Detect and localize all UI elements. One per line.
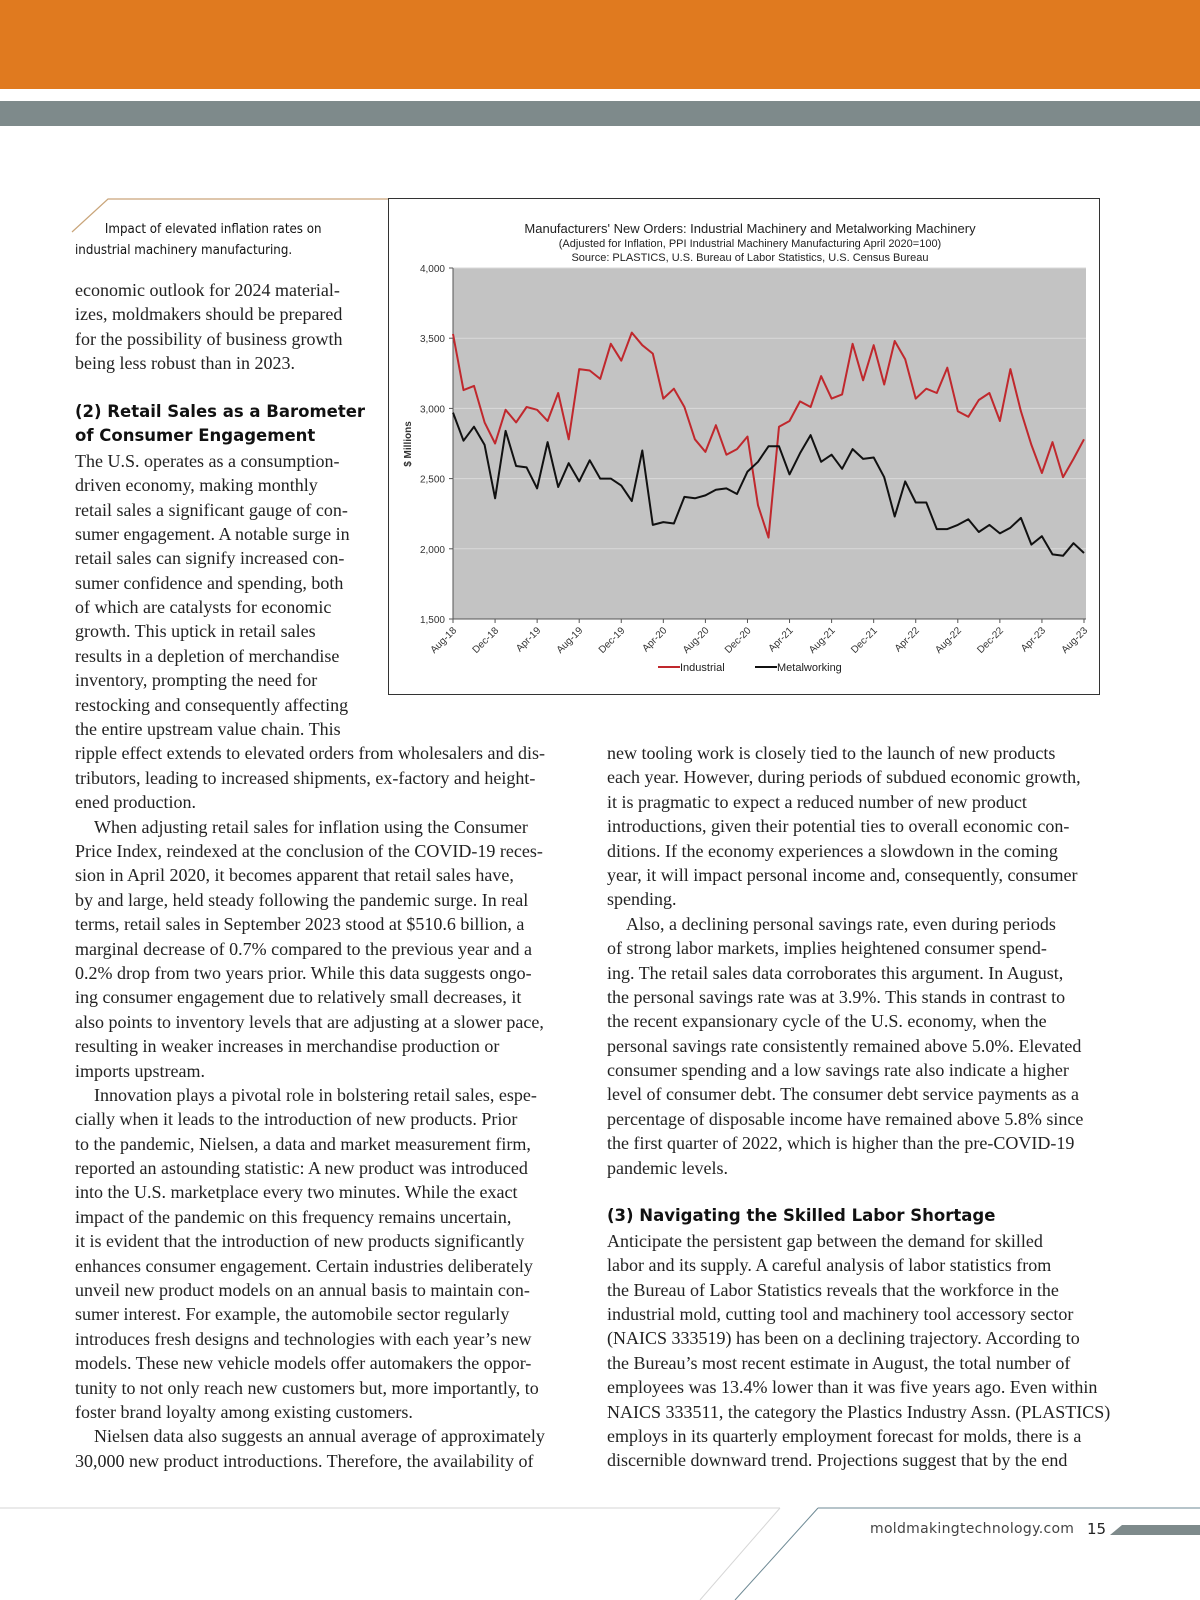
paragraph — [75, 1424, 545, 1473]
x-tick-label: Dec-20 — [723, 625, 754, 656]
x-tick-label: Dec-22 — [975, 625, 1006, 656]
paragraph — [75, 278, 545, 376]
text-line: sumer engagement. A notable surge in — [75, 523, 350, 544]
paragraph — [607, 912, 1110, 1180]
x-tick-label: Apr-19 — [514, 625, 544, 655]
text-line: industrial mold, cutting tool and machinery tool accessory sector — [607, 1303, 1074, 1324]
text-line: results in a depletion of merchandise — [75, 645, 340, 666]
chart-subtitle: (Adjusted for Inflation, PPI Industrial Machinery Manufacturing April 2020=100) — [558, 238, 942, 250]
text-line: the personal savings rate was at 3.9%. This stands in contrast to — [607, 986, 1066, 1007]
text-line: growth. This uptick in retail sales — [75, 621, 316, 642]
y-tick-label: 3,500 — [419, 334, 445, 346]
x-tick-label: Dec-21 — [849, 625, 880, 656]
text-line: the Bureau of Labor Statistics reveals that the workforce in the — [607, 1279, 1059, 1300]
y-tick-label: 3,000 — [419, 404, 445, 416]
text-line: izes, moldmakers should be prepared — [75, 304, 343, 325]
text-line: consumer spending and a low savings rate also indicate a higher — [607, 1060, 1069, 1081]
heading-line: (2) Retail Sales as a Barometer — [75, 401, 366, 421]
section-heading — [75, 400, 545, 449]
text-line: ripple effect extends to elevated orders from wholesalers and dis- — [75, 743, 545, 764]
text-line: resulting in weaker increases in merchandise production or — [75, 1036, 500, 1057]
text-line: 30,000 new product introductions. Therefore, the availability of — [75, 1450, 534, 1471]
x-tick-label: Apr-22 — [892, 625, 922, 655]
text-line: tunity to not only reach new customers but, more importantly, to — [75, 1377, 539, 1398]
text-line: employs in its quarterly employment forecast for molds, there is a — [607, 1425, 1082, 1446]
x-tick-label: Apr-23 — [1019, 625, 1049, 655]
x-tick-label: Dec-18 — [470, 625, 502, 656]
text-line: economic outlook for 2024 material- — [75, 280, 340, 300]
text-line: Also, a declining personal savings rate, even during periods — [626, 913, 1056, 934]
text-line: employees was 13.4% lower than it was five years ago. Even within — [607, 1377, 1098, 1398]
caption-line: industrial machinery manufacturing. — [75, 242, 293, 258]
x-tick-label: Dec-19 — [596, 625, 628, 656]
text-line: enhances consumer engagement. Certain industries deliberately — [75, 1255, 533, 1276]
spacer — [75, 376, 545, 400]
text-line: into the U.S. marketplace every two minutes. While the exact — [75, 1182, 518, 1203]
text-line: ing. The retail sales data corroborates this argument. In August, — [607, 962, 1064, 983]
x-tick-label: Apr-20 — [640, 625, 670, 655]
text-line: sumer interest. For example, the automobile sector regularly — [75, 1304, 510, 1325]
text-line: discernible downward trend. Projections suggest that by the end — [607, 1450, 1068, 1471]
text-line: being less robust than in 2023. — [75, 353, 295, 374]
text-line: The U.S. operates as a consumption- — [75, 450, 340, 471]
caption-line: Impact of elevated inflation rates on — [104, 221, 322, 237]
text-line: models. These new vehicle models offer automakers the oppor- — [75, 1353, 532, 1374]
x-tick-label: Aug-21 — [807, 625, 838, 656]
text-line: ened production. — [75, 792, 196, 813]
text-line: marginal decrease of 0.7% compared to the previous year and a — [75, 938, 532, 959]
header-gray-bar — [0, 101, 1200, 126]
text-line: spending. — [607, 889, 677, 910]
legend-label: Industrial — [680, 662, 725, 674]
text-line: 0.2% drop from two years prior. While this data suggests ongo- — [75, 962, 532, 983]
page-number: 15 — [1087, 1520, 1107, 1538]
text-line: impact of the pandemic on this frequency remains uncertain, — [75, 1206, 512, 1227]
text-line: Anticipate the persistent gap between the demand for skilled — [607, 1230, 1043, 1251]
text-line: pandemic levels. — [607, 1157, 728, 1178]
left-column — [75, 278, 545, 1473]
text-line: of which are catalysts for economic — [75, 597, 332, 618]
spacer — [607, 1180, 1110, 1204]
text-line: new tooling work is closely tied to the launch of new products — [607, 743, 1056, 763]
text-line: for the possibility of business growth — [75, 328, 343, 349]
text-line: of strong labor markets, implies heightened consumer spend- — [607, 938, 1047, 959]
y-tick-label: 2,500 — [419, 474, 445, 486]
text-line: the recent expansionary cycle of the U.S. economy, when the — [607, 1011, 1047, 1032]
text-line: ditions. If the economy experiences a slowdown in the coming — [607, 840, 1058, 861]
x-tick-label: Apr-21 — [766, 625, 796, 655]
text-line: the Bureau’s most recent estimate in August, the total number of — [607, 1352, 1071, 1373]
text-line: When adjusting retail sales for inflation using the Consumer — [94, 816, 528, 837]
text-line: also points to inventory levels that are adjusting at a slower pace, — [75, 1011, 544, 1032]
legend-label: Metalworking — [777, 662, 842, 674]
paragraph — [75, 815, 545, 1083]
y-axis-label: $ Millions — [403, 421, 414, 467]
x-tick-label: Aug-20 — [680, 625, 712, 656]
footer-rules — [0, 1500, 1200, 1600]
x-tick-label: Aug-23 — [1059, 625, 1091, 656]
text-line: terms, retail sales in September 2023 stood at $510.6 billion, a — [75, 914, 525, 935]
figure-caption — [75, 219, 365, 261]
text-line: it is pragmatic to expect a reduced number of new product — [607, 791, 1027, 812]
text-line: retail sales can signify increased con- — [75, 548, 345, 569]
text-line: (NAICS 333519) has been on a declining trajectory. According to — [607, 1328, 1080, 1349]
x-tick-label: Aug-19 — [554, 625, 586, 656]
y-tick-label: 4,000 — [419, 264, 445, 275]
text-line: to the pandemic, Nielsen, a data and market measurement firm, — [75, 1133, 531, 1154]
text-line: ing consumer engagement due to relatively small decreases, it — [75, 987, 522, 1008]
text-line: Innovation plays a pivotal role in bolstering retail sales, espe- — [94, 1084, 537, 1105]
text-line: personal savings rate consistently remained above 5.0%. Elevated — [607, 1035, 1082, 1056]
y-tick-label: 2,000 — [419, 544, 445, 556]
text-line: inventory, prompting the need for — [75, 670, 318, 691]
text-line: labor and its supply. A careful analysis of labor statistics from — [607, 1255, 1052, 1276]
paragraph — [75, 449, 545, 815]
text-line: restocking and consequently affecting — [75, 694, 349, 715]
text-line: unveil new product models on an annual basis to maintain con- — [75, 1280, 530, 1301]
text-line: the entire upstream value chain. This — [75, 719, 341, 740]
text-line: sion in April 2020, it becomes apparent that retail sales have, — [75, 865, 514, 886]
footer-website: moldmakingtechnology.com — [870, 1521, 1075, 1537]
right-column — [607, 741, 1110, 1473]
text-line: level of consumer debt. The consumer debt service payments as a — [607, 1084, 1080, 1105]
text-line: each year. However, during periods of subdued economic growth, — [607, 767, 1081, 788]
paragraph — [607, 1229, 1110, 1473]
text-line: by and large, held steady following the pandemic surge. In real — [75, 889, 529, 910]
x-tick-label: Aug-18 — [428, 625, 460, 656]
paragraph — [607, 741, 1110, 912]
chart-title: Manufacturers' New Orders: Industrial Machinery and Metalworking Machinery — [524, 221, 976, 236]
text-line: percentage of disposable income have remained above 5.8% since — [607, 1108, 1084, 1129]
header-orange-bar — [0, 0, 1200, 89]
section-heading — [607, 1204, 1110, 1228]
text-line: cially when it leads to the introduction of new products. Prior — [75, 1109, 518, 1130]
text-line: it is evident that the introduction of new products significantly — [75, 1231, 525, 1252]
text-line: introduces fresh designs and technologies with each year’s new — [75, 1328, 532, 1349]
text-line: tributors, leading to increased shipments, ex-factory and height- — [75, 767, 536, 788]
text-line: foster brand loyalty among existing customers. — [75, 1401, 413, 1422]
text-line: year, it will impact personal income and, consequently, consumer — [607, 864, 1078, 885]
text-line: Nielsen data also suggests an annual average of approximately — [94, 1426, 545, 1447]
heading-line: (3) Navigating the Skilled Labor Shortage — [607, 1206, 996, 1226]
text-line: reported an astounding statistic: A new product was introduced — [75, 1158, 528, 1179]
text-line: imports upstream. — [75, 1060, 205, 1081]
text-line: NAICS 333511, the category the Plastics Industry Assn. (PLASTICS) — [607, 1401, 1111, 1422]
text-line: Price Index, reindexed at the conclusion of the COVID-19 reces- — [75, 840, 543, 861]
text-line: sumer confidence and spending, both — [75, 572, 344, 593]
x-tick-label: Aug-22 — [933, 625, 964, 656]
text-line: retail sales a significant gauge of con- — [75, 499, 348, 520]
y-tick-label: 1,500 — [419, 615, 445, 626]
chart-source: Source: PLASTICS, U.S. Bureau of Labor Statistics, U.S. Census Bureau — [571, 252, 929, 264]
text-line: the first quarter of 2022, which is higher than the pre-COVID-19 — [607, 1133, 1075, 1154]
paragraph — [75, 1083, 545, 1424]
text-line: introductions, given their potential ties to overall economic con- — [607, 816, 1070, 837]
heading-line: of Consumer Engagement — [75, 426, 316, 446]
text-line: driven economy, making monthly — [75, 475, 318, 496]
